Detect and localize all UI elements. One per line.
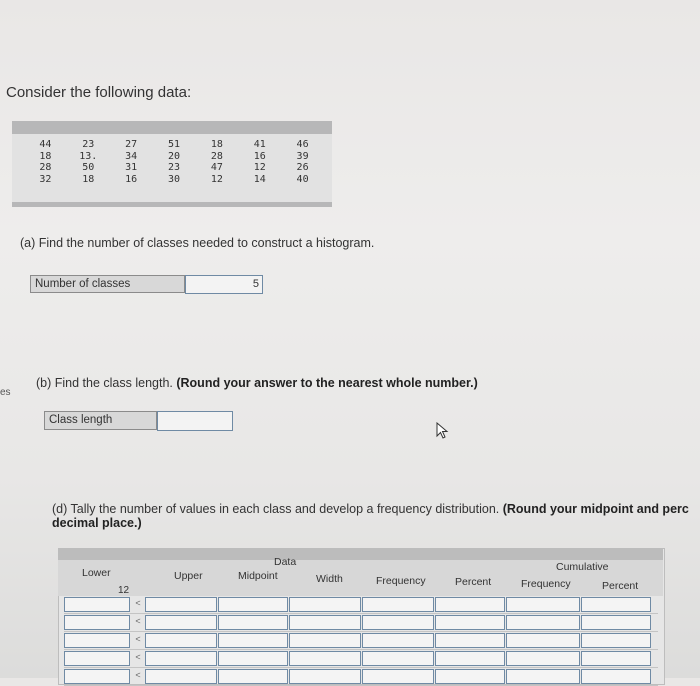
data-value-cell: 39 <box>296 150 309 162</box>
header-cum-percent: Percent <box>602 580 639 592</box>
data-value-cell: 12 <box>210 173 223 185</box>
data-value-cell: 18 <box>39 150 52 162</box>
data-value-cell: 46 <box>296 139 309 150</box>
frequency-cell-input[interactable] <box>581 615 651 630</box>
side-text: es <box>0 387 11 398</box>
question-b-instruction: (Round your answer to the nearest whole number.) <box>176 376 478 390</box>
frequency-row <box>64 650 658 668</box>
question-b <box>36 376 478 390</box>
frequency-cell-input[interactable] <box>581 633 651 648</box>
data-value-cell: 44 <box>39 139 52 150</box>
question-d-text: (d) Tally the number of values in each class and develop a frequency distribution. <box>52 502 500 516</box>
data-value-cell: 14 <box>253 173 266 185</box>
frequency-cell-input[interactable] <box>145 651 217 666</box>
frequency-table-body <box>64 596 658 686</box>
frequency-cell-input[interactable] <box>506 669 580 684</box>
data-value-cell: 13. <box>79 150 98 162</box>
frequency-cell-input[interactable] <box>145 597 217 612</box>
header-width: Width <box>316 573 343 585</box>
data-value-cell: 23 <box>82 139 95 150</box>
data-value-cell: 26 <box>296 162 309 173</box>
frequency-cell-input[interactable] <box>64 651 130 666</box>
header-percent: Percent <box>455 576 492 588</box>
data-value-cell: 32 <box>39 173 52 185</box>
frequency-cell-input[interactable] <box>581 669 651 684</box>
intro-text: Consider the following data: <box>6 84 192 101</box>
frequency-cell-input[interactable] <box>506 597 580 612</box>
data-value-cell: 16 <box>253 150 266 162</box>
frequency-cell-input[interactable] <box>435 651 505 666</box>
frequency-row <box>64 596 658 614</box>
less-than-sign: < <box>135 652 141 662</box>
frequency-cell-input[interactable] <box>64 597 130 612</box>
frequency-cell-input[interactable] <box>362 669 434 684</box>
data-value-cell: 41 <box>253 139 266 150</box>
question-a: (a) Find the number of classes needed to construct a histogram. <box>20 236 375 250</box>
frequency-cell-input[interactable] <box>64 669 130 684</box>
data-value-cell: 51 <box>167 139 181 150</box>
frequency-row <box>64 668 658 686</box>
data-value-cell: 47 <box>210 162 223 173</box>
frequency-cell-input[interactable] <box>506 615 580 630</box>
frequency-cell-input[interactable] <box>362 651 434 666</box>
frequency-cell-input[interactable] <box>145 615 217 630</box>
data-value-cell: 12 <box>253 162 266 173</box>
number-of-classes-input[interactable]: 5 <box>185 275 263 294</box>
frequency-cell-input[interactable] <box>64 633 130 648</box>
data-value-cell: 27 <box>125 139 138 150</box>
frequency-cell-input[interactable] <box>435 633 505 648</box>
frequency-cell-input[interactable] <box>218 633 288 648</box>
data-value-cell: 18 <box>82 173 95 185</box>
number-of-classes-label: Number of classes <box>30 275 185 293</box>
frequency-cell-input[interactable] <box>435 615 505 630</box>
frequency-cell-input[interactable] <box>362 597 434 612</box>
mouse-cursor-icon <box>436 422 450 440</box>
frequency-cell-input[interactable] <box>581 597 651 612</box>
data-value-cell: 28 <box>39 162 52 173</box>
frequency-cell-input[interactable] <box>289 597 361 612</box>
frequency-cell-input[interactable] <box>506 651 580 666</box>
less-than-sign: < <box>135 670 141 680</box>
data-table-footer-bar <box>12 202 332 207</box>
data-value-cell: 23 <box>167 162 181 173</box>
frequency-cell-input[interactable] <box>362 633 434 648</box>
frequency-table-top-bar <box>58 548 663 560</box>
data-value-cell: 16 <box>125 173 138 185</box>
class-length-label: Class length <box>44 411 157 430</box>
class-length-input[interactable] <box>157 411 233 431</box>
data-value-cell: 28 <box>210 150 223 162</box>
data-value-cell: 34 <box>125 150 138 162</box>
question-d-instruction-cont: decimal place.) <box>52 516 142 530</box>
frequency-cell-input[interactable] <box>218 597 288 612</box>
frequency-cell-input[interactable] <box>289 669 361 684</box>
data-table-header-bar <box>12 121 332 134</box>
data-value-cell: 31 <box>125 162 138 173</box>
first-lower-value: 12 <box>118 585 130 596</box>
frequency-cell-input[interactable] <box>289 615 361 630</box>
frequency-cell-input[interactable] <box>435 597 505 612</box>
data-value-cell: 30 <box>167 173 181 185</box>
frequency-cell-input[interactable] <box>145 633 217 648</box>
data-value-cell: 40 <box>296 173 309 185</box>
data-value-cell: 50 <box>82 162 95 173</box>
frequency-row <box>64 632 658 650</box>
frequency-cell-input[interactable] <box>289 651 361 666</box>
frequency-cell-input[interactable] <box>218 615 288 630</box>
frequency-cell-input[interactable] <box>145 669 217 684</box>
less-than-sign: < <box>135 634 141 644</box>
frequency-cell-input[interactable] <box>64 615 130 630</box>
frequency-cell-input[interactable] <box>435 669 505 684</box>
question-d-instruction: (Round your midpoint and perc <box>502 502 689 516</box>
header-midpoint: Midpoint <box>238 570 278 582</box>
frequency-cell-input[interactable] <box>581 651 651 666</box>
question-d <box>52 502 700 530</box>
frequency-cell-input[interactable] <box>362 615 434 630</box>
less-than-sign: < <box>135 616 141 626</box>
header-cumulative-group: Cumulative <box>556 561 609 573</box>
frequency-cell-input[interactable] <box>218 669 288 684</box>
less-than-sign: < <box>135 598 141 608</box>
header-upper: Upper <box>174 570 203 582</box>
header-cum-frequency: Frequency <box>521 578 571 590</box>
frequency-cell-input[interactable] <box>289 633 361 648</box>
header-lower: Lower <box>82 567 111 579</box>
frequency-row <box>64 614 658 632</box>
data-values-grid <box>24 139 324 185</box>
question-b-text: (b) Find the class length. <box>36 376 173 390</box>
frequency-cell-input[interactable] <box>506 633 580 648</box>
header-frequency: Frequency <box>376 575 426 587</box>
data-value-cell: 20 <box>167 150 181 162</box>
data-value-cell: 18 <box>210 139 223 150</box>
header-data-group: Data <box>274 556 297 568</box>
frequency-cell-input[interactable] <box>218 651 288 666</box>
